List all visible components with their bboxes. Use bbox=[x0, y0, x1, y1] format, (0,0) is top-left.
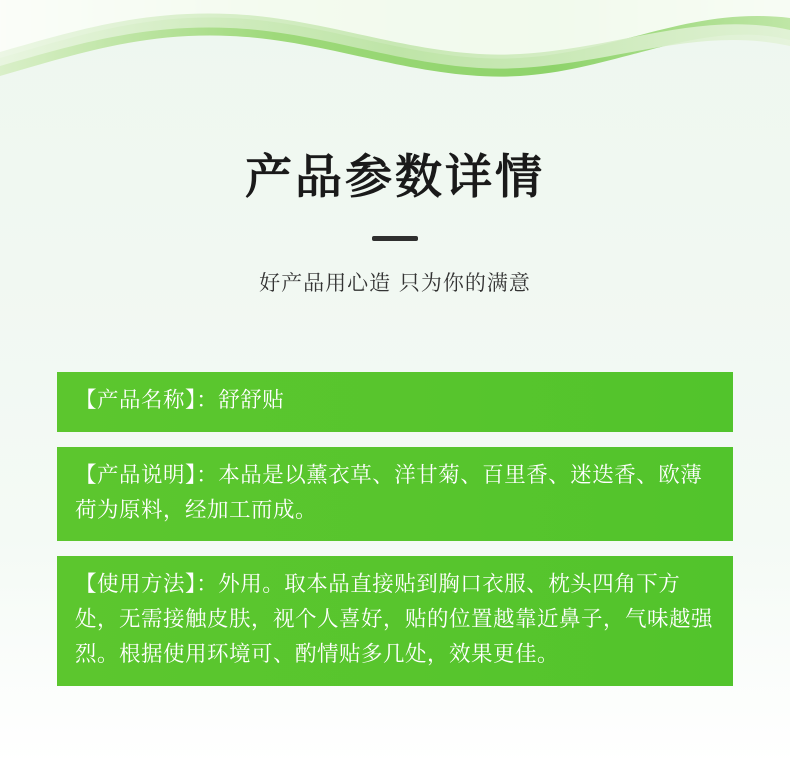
page-header bbox=[0, 150, 790, 297]
title-divider bbox=[372, 236, 418, 241]
spec-label: 【产品说明】： bbox=[75, 462, 219, 488]
spec-value: 本品是以薰衣草、洋甘菊、百里香、迷迭香、欧薄荷为原料，经加工而成。 bbox=[75, 462, 703, 523]
spec-value: 舒舒贴 bbox=[218, 388, 285, 413]
spec-block-product-name bbox=[57, 372, 733, 432]
spec-label: 【产品名称】： bbox=[75, 388, 219, 413]
top-wave-decoration bbox=[0, 0, 790, 120]
spec-block-product-description bbox=[57, 447, 733, 542]
spec-value: 外用。取本品直接贴到胸口衣服、枕头四角下方处，无需接触皮肤，视个人喜好，贴的位置越靠近鼻子，气味越强烈。根据使用环境可、酌情贴多几处，效果更佳。 bbox=[75, 572, 714, 668]
spec-block-usage-method bbox=[57, 556, 733, 685]
spec-label: 【使用方法】： bbox=[75, 572, 219, 598]
spec-block-list bbox=[57, 372, 733, 686]
page-title: 产品参数详情 bbox=[245, 150, 545, 205]
page-subtitle: 好产品用心造 只为你的满意 bbox=[259, 271, 531, 296]
